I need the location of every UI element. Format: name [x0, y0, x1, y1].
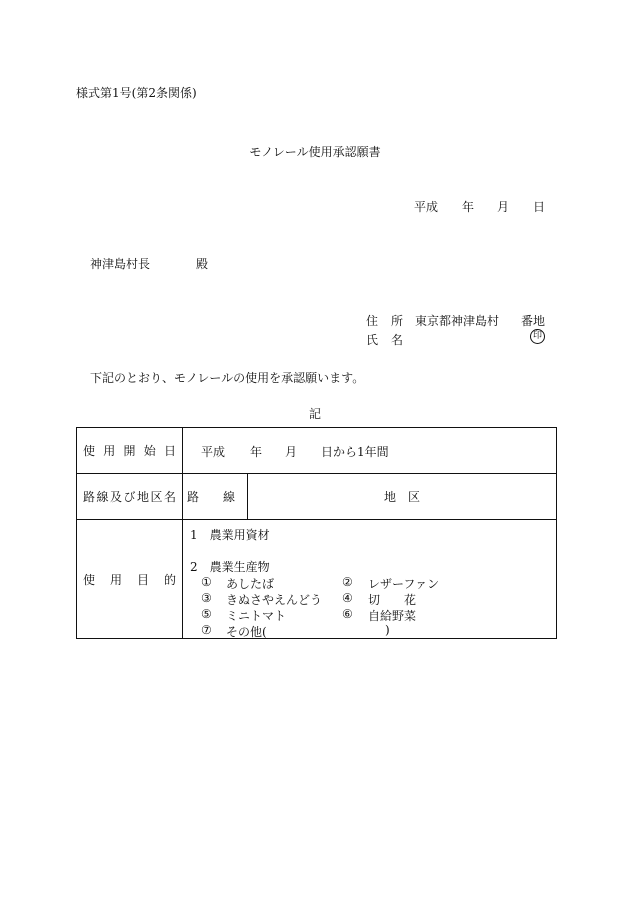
start-date-suffix: 日から1年間: [321, 445, 389, 459]
purpose-label: 使用目的: [77, 520, 183, 639]
purpose-sub-num: ②: [342, 575, 353, 589]
address-label-1: 住: [366, 314, 379, 328]
purpose-sub-num: ⑦: [201, 623, 212, 637]
purpose-item-1: 1 農業用資材: [190, 528, 270, 542]
purpose-sub-num: ①: [201, 575, 212, 589]
purpose-sub-num: ③: [201, 591, 212, 605]
address-label-2: 所: [391, 314, 404, 328]
purpose-row: [77, 520, 557, 639]
purpose-sub-text: レザーファン: [368, 577, 440, 591]
request-text: 下記のとおり、モノレールの使用を承認願います。: [90, 371, 365, 385]
purpose-sub-text: きぬさやえんどう: [226, 593, 323, 607]
document-title: モノレール使用承認願書: [249, 145, 381, 159]
application-table: [76, 427, 557, 639]
date-day: 日: [533, 200, 546, 214]
purpose-sub-text: 切 花: [368, 593, 417, 607]
date-era: 平成: [414, 200, 439, 214]
start-date-era: 平成: [201, 445, 226, 459]
name-label-1: 氏: [366, 333, 379, 347]
start-date-value: [183, 428, 557, 474]
purpose-sub-num: ⑤: [201, 607, 212, 621]
start-date-row: [77, 428, 557, 474]
purpose-sub-text: 自給野菜: [368, 609, 417, 623]
name-label-2: 名: [391, 333, 404, 347]
route-area-row: [77, 474, 557, 520]
purpose-item-2: 2 農業生産物: [190, 560, 270, 574]
seal-mark: 印: [530, 329, 545, 344]
purpose-sub-num: ④: [342, 591, 353, 605]
addressee-name: 神津島村長: [90, 257, 151, 271]
address-value: 東京都神津島村: [415, 314, 500, 328]
ki-heading: 記: [308, 407, 321, 421]
date-year: 年: [462, 200, 475, 214]
addressee-suffix: 殿: [196, 257, 209, 271]
purpose-sub-text: その他(: [226, 625, 267, 639]
form-number: 様式第1号(第2条関係): [76, 86, 197, 100]
address-suffix: 番地: [521, 314, 546, 328]
route-label: 路 線: [183, 474, 248, 520]
area-label: 地 区: [248, 474, 557, 520]
purpose-sub-text: ミニトマト: [226, 609, 287, 623]
start-date-year: 年: [250, 445, 263, 459]
start-date-month: 月: [285, 445, 298, 459]
purpose-content: [183, 520, 557, 639]
purpose-sub-close: ): [385, 623, 390, 637]
start-date-label: 使用開始日: [77, 428, 183, 474]
date-month: 月: [497, 200, 510, 214]
purpose-sub-text: あしたば: [226, 577, 275, 591]
purpose-sub-num: ⑥: [342, 607, 353, 621]
route-area-label: 路線及び地区名: [77, 474, 183, 520]
